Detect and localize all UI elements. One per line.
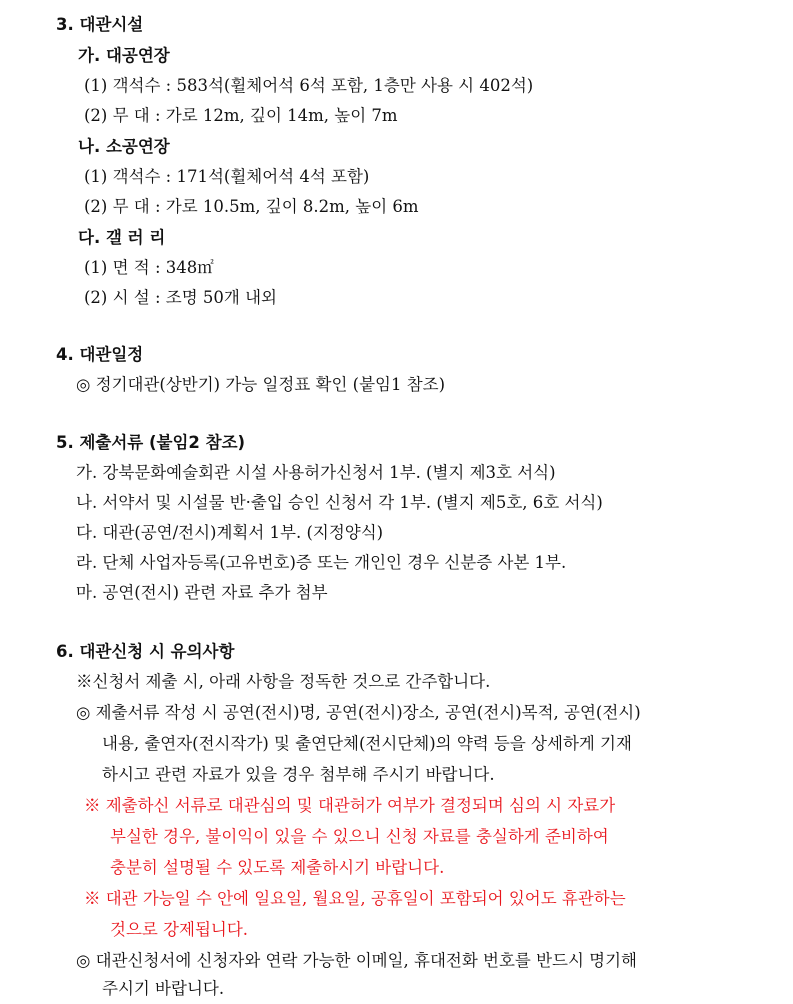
document-item-2: 나. 서약서 및 시설물 반·출입 승인 신청서 각 1부. (별지 제5호, 6호 서식) [76, 493, 603, 512]
warning-paragraph-1-line-1: ※ 제출하신 서류로 대관심의 및 대관허가 여부가 결정되며 심의 시 자료가 [84, 796, 616, 815]
gallery-facility: (2) 시 설 : 조명 50개 내외 [84, 288, 277, 307]
notice-note: ※신청서 제출 시, 아래 사항을 정독한 것으로 간주합니다. [76, 672, 491, 691]
warning-paragraph-2-line-2: 것으로 강제됩니다. [110, 920, 249, 939]
caution-paragraph-2-line-2: 주시기 바랍니다. [102, 979, 225, 998]
caution-paragraph-2-line-1: ◎ 대관신청서에 신청자와 연락 가능한 이메일, 휴대전화 번호를 반드시 명기해 [76, 951, 637, 970]
subsection-large-hall-title: 가. 대공연장 [78, 46, 170, 65]
caution-paragraph-1-line-2: 내용, 출연자(전시작가) 및 출연단체(전시단체)의 약력 등을 상세하게 기재 [102, 734, 632, 753]
section-3-title: 3. 대관시설 [56, 15, 144, 34]
subsection-small-hall-title: 나. 소공연장 [78, 137, 170, 156]
small-hall-seats: (1) 객석수 : 171석(휠체어석 4석 포함) [84, 167, 370, 186]
document-item-1: 가. 강북문화예술회관 시설 사용허가신청서 1부. (별지 제3호 서식) [76, 463, 556, 482]
warning-paragraph-2-line-1: ※ 대관 가능일 수 안에 일요일, 월요일, 공휴일이 포함되어 있어도 휴관하는 [84, 889, 626, 908]
section-4-title: 4. 대관일정 [56, 345, 144, 364]
schedule-item: ◎ 정기대관(상반기) 가능 일정표 확인 (붙임1 참조) [76, 375, 446, 394]
section-5-title: 5. 제출서류 (붙임2 참조) [56, 433, 246, 452]
gallery-area: (1) 면 적 : 348㎡ [84, 258, 214, 277]
subsection-gallery-title: 다. 갤 러 리 [78, 228, 166, 247]
warning-paragraph-1-line-3: 충분히 설명될 수 있도록 제출하시기 바랍니다. [110, 858, 445, 877]
document-item-5: 마. 공연(전시) 관련 자료 추가 첨부 [76, 583, 328, 602]
small-hall-stage: (2) 무 대 : 가로 10.5m, 깊이 8.2m, 높이 6m [84, 197, 419, 216]
document-item-4: 라. 단체 사업자등록(고유번호)증 또는 개인인 경우 신분증 사본 1부. [76, 553, 567, 572]
document-item-3: 다. 대관(공연/전시)계획서 1부. (지정양식) [76, 523, 384, 542]
caution-paragraph-1-line-1: ◎ 제출서류 작성 시 공연(전시)명, 공연(전시)장소, 공연(전시)목적, 공연(전시) [76, 703, 641, 722]
large-hall-stage: (2) 무 대 : 가로 12m, 깊이 14m, 높이 7m [84, 106, 398, 125]
caution-paragraph-1-line-3: 하시고 관련 자료가 있을 경우 첨부해 주시기 바랍니다. [102, 765, 495, 784]
warning-paragraph-1-line-2: 부실한 경우, 불이익이 있을 수 있으니 신청 자료를 충실하게 준비하여 [110, 827, 609, 846]
large-hall-seats: (1) 객석수 : 583석(휠체어석 6석 포함, 1층만 사용 시 402석) [84, 76, 534, 95]
section-6-title: 6. 대관신청 시 유의사항 [56, 642, 235, 661]
